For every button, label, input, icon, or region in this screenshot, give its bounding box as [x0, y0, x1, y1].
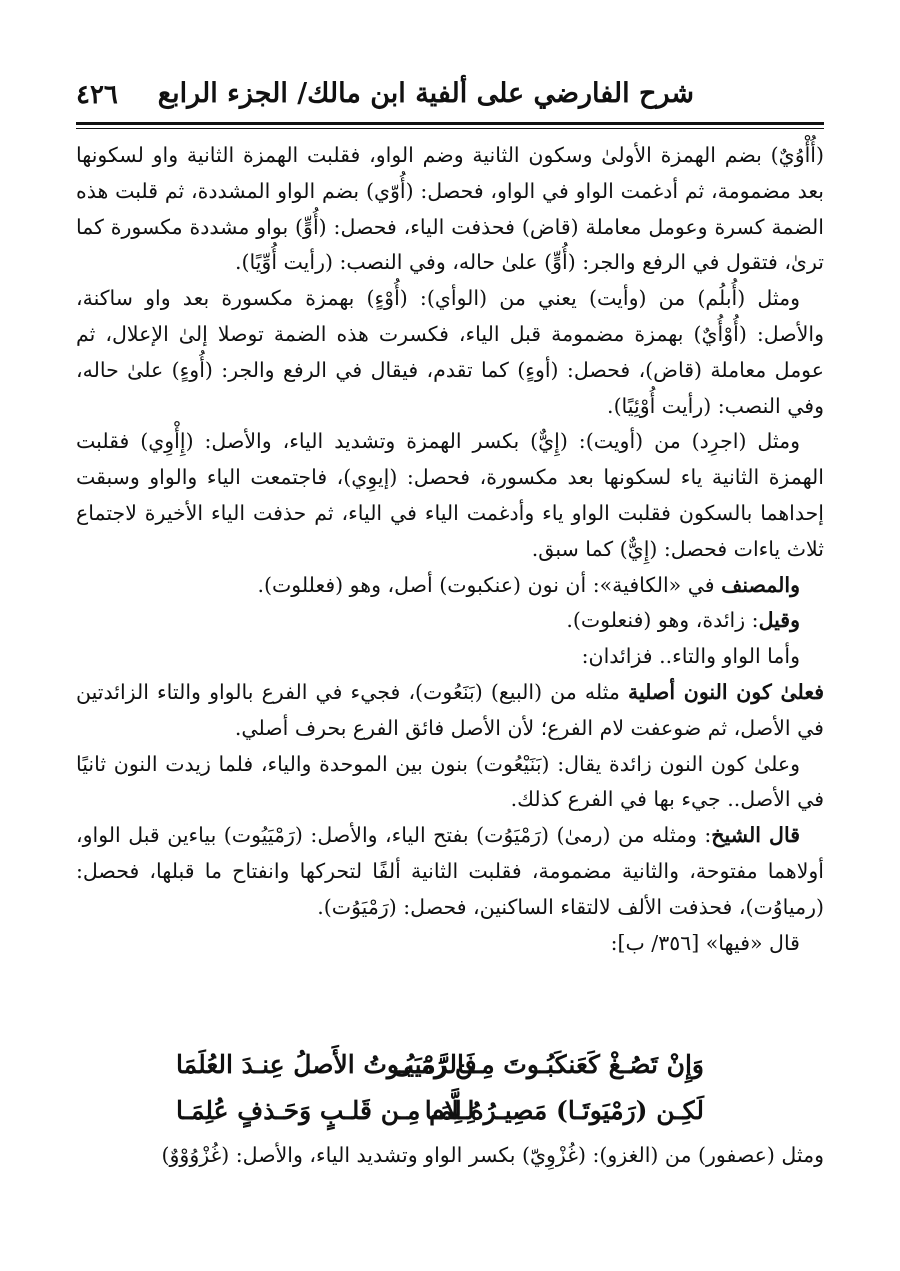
paragraph-7: فعلىٰ كون النون أصلية مثله من (البيع) (بَنَعُوت)، فجيء في الفرع بالواو والتاء الزائدتين في الأصل، ثم ضوعفت لام الفرع؛ لأن الأصل فائق الفرع بحرف أصلي. [76, 679, 825, 740]
paragraph-6: وأما الواو والتاء.. فزائدان: [581, 644, 800, 669]
verse-line-2 [76, 1096, 824, 1140]
lead-phrase: فعلىٰ كون النون أصلية [627, 679, 825, 704]
paragraph-4: والمصنف في «الكافية»: أن نون (عنكبوت) أصل، وهو (فعللوت). [257, 572, 800, 597]
paragraph-5: وقيل: زائدة، وهو (فنعلوت). [566, 608, 800, 633]
lead-phrase: وقيل [758, 608, 800, 633]
running-header [76, 70, 824, 120]
lead-phrase: والمصنف [721, 572, 800, 597]
closing-line [76, 1138, 824, 1174]
paragraph-2: ومثل (أُبلُم) من (وأيت) يعني من (الوأي): (أُوْءٍ) بهمزة مكسورة بعد واو ساكنة، والأصل: (أُوْأُيٌ) بهمزة مضمومة قبل الياء، فكسرت هذه الضمة توصلا إلىٰ الإعلال، ثم عومل معاملة (قاض)، فحصل: (أوءٍ) كما تقدم، فيقال في الرفع والجر: (أُوءٍ) علىٰ حاله، وفي النصب: (رأيت أُوْئِيًا). [76, 286, 824, 418]
verse-hemistich-right: لَكِـن (رَمْيَوتَـا) مَصِيـرُهُ لِمَـا [424, 1096, 704, 1125]
paragraph-3: ومثل (اجرِد) من (أويت): (إِيٌّ) بكسر الهمزة وتشديد الياء، والأصل: (إِأْوِي) فقلبت الهمزة الثانية ياء لسكونها بعد مكسورة، فحصل: (إيوِي)، فاجتمعت الياء والواو وسبقت إحداهما بالسكون فقلبت الواو ياء وأدغمت الياء في الياء، ثم حذفت الياء الأخيرة لاجتماع ثلاث ياءات فحصل: (إِيٌّ) كما سبق. [76, 429, 824, 561]
running-title: شرح الفارضي على ألفية ابن مالك/ الجزء الرابع [157, 78, 694, 109]
paragraph-1: (أُأْوُيٌ) بضم الهمزة الأولىٰ وسكون الثانية وضم الواو، فقلبت الهمزة الثانية واو لسكونها بعد مضمومة، ثم أدغمت الواو في الواو، فحصل: (أُوّي) بضم الواو المشددة، ثم قلبت هذه الضمة كسرة وعومل معاملة (قاض) فحذفت الياء، فحصل: (أُوٍّ) بواو مشددة مكسورة كما ترىٰ، فتقول في الرفع والجر: (أُوٍّ) علىٰ حاله، وفي النصب: (رأيت أُوِّيًا). [76, 143, 824, 275]
paragraph-10: قال «فيها» [٣٥٦/ ب]: [610, 930, 800, 955]
verse-hemistich-right: وَإِنْ تَصُـغْ كَعَنكَبُـوتَ مِـن رَمَـى [392, 1050, 704, 1079]
paragraph-8: وعلىٰ كون النون زائدة يقال: (بَنَيْعُوت) بنون بين الموحدة والياء، فلما زيدت النون ثانيًا في الأصل.. جيء بها في الفرع كذلك. [76, 751, 824, 812]
header-rule-thin [76, 128, 824, 129]
verse-line-1 [76, 1050, 824, 1094]
main-text [76, 138, 824, 961]
page-number: ٤٢٦ [76, 80, 118, 110]
paragraph-11: ومثل (عصفور) من (الغزو): (غُزْوِيّ) بكسر الواو وتشديد الياء، والأصل: (غُزْوُوْوٌ) [161, 1143, 824, 1167]
paragraph-9: قال الشيخ: ومثله من (رمىٰ) (رَمْيَوُت) بفتح الياء، والأصل: (رَمْيَيُوت) بياءين قبل الواو، أولاهما مفتوحة، والثانية مضمومة، فقلبت الثانية ألفًا لتحركها وانفتاح ما قبلها، فحصل: (رمياوُت)، فحذفت الألف لالتقاء الساكنين، فحصل: (رَمْيَوُت). [76, 823, 824, 919]
verse-hemistich-left: فَالرَّمْيَيُـوتُ الأَصلُ عِنـدَ العُلَمَا [176, 1050, 477, 1079]
header-rule [76, 122, 824, 125]
verse-hemistich-left: لِـلَّام مِـن قَلـبٍ وَحَـذفٍ عُلِمَـا [176, 1096, 475, 1125]
lead-phrase: قال الشيخ [711, 823, 800, 848]
